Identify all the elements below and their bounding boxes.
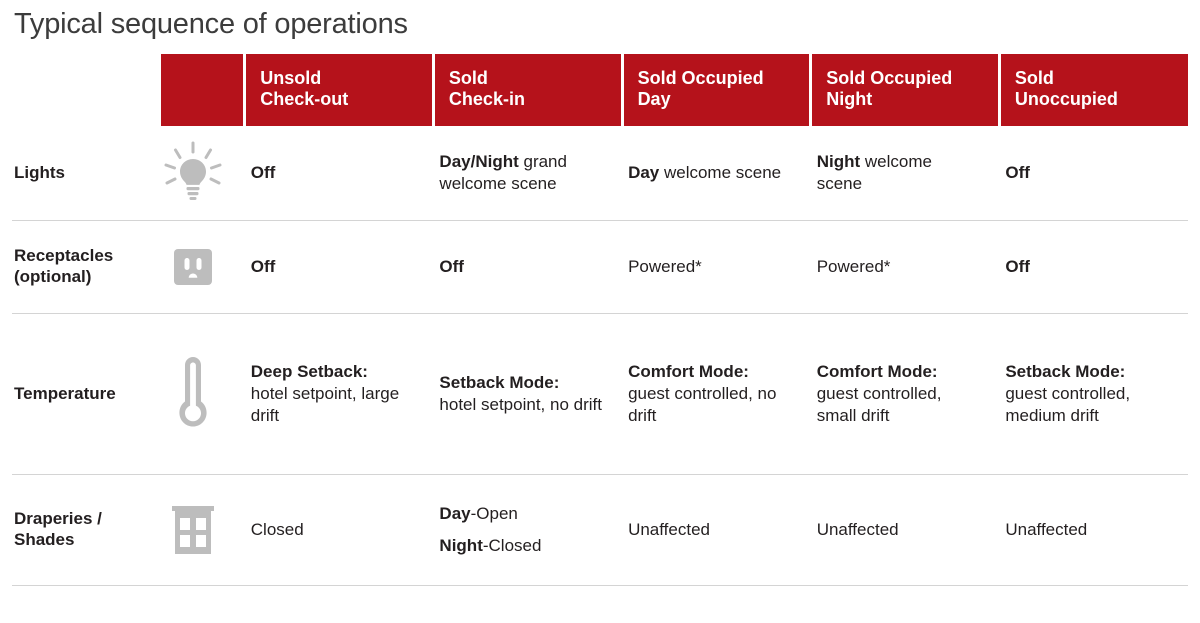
header-cell-sold-occupied-night <box>811 54 1000 126</box>
table-header-row <box>12 54 1188 126</box>
table-row <box>12 313 1188 474</box>
cell-bold: Comfort Mode: <box>628 362 749 382</box>
cell-bold: Off <box>439 256 464 276</box>
cell-rest: hotel setpoint, no drift <box>439 394 602 414</box>
cell-bold-2: Night <box>439 535 483 555</box>
header-line2: Unoccupied <box>1014 88 1118 109</box>
header-cell-sold-unoccupied <box>999 54 1188 126</box>
cell-receptacles-sold-occupied-day <box>622 220 811 313</box>
cell-bold: Day <box>439 504 471 524</box>
table-header <box>12 54 1188 126</box>
cell-lights-sold-occupied-night <box>811 126 1000 221</box>
cell-rest: welcome scene <box>816 152 932 193</box>
cell-draperies-sold-checkin <box>433 474 622 585</box>
row-label-line2: Shades <box>14 529 75 549</box>
row-icon-cell <box>161 313 245 474</box>
cell-draperies-unsold-checkout <box>245 474 434 585</box>
cell-line-1 <box>439 503 604 525</box>
header-line2: Check-in <box>448 88 525 109</box>
sequence-of-operations-table <box>12 54 1188 586</box>
cell-rest: guest controlled, small drift <box>816 383 942 425</box>
cell-rest: welcome scene <box>659 162 782 182</box>
cell-bold: Deep Setback: <box>250 362 368 382</box>
cell-lights-sold-unoccupied <box>999 126 1188 221</box>
header-cell-blank-red <box>161 54 245 126</box>
cell-line-spacer <box>439 525 604 535</box>
cell-receptacles-sold-unoccupied <box>999 220 1188 313</box>
row-label-line2: (optional) <box>14 266 92 286</box>
cell-bold: Day/Night <box>439 152 519 172</box>
row-icon-cell <box>161 220 245 313</box>
header-line1: Sold Occupied <box>637 68 764 88</box>
header-cell-unsold-checkout <box>245 54 434 126</box>
header-line2: Night <box>826 88 873 109</box>
cell-bold: Off <box>250 256 276 276</box>
cell-temperature-unsold-checkout <box>245 313 434 474</box>
cell-temperature-sold-unoccupied <box>999 313 1188 474</box>
header-cell-sold-checkin <box>433 54 622 126</box>
cell-bold: Off <box>1005 256 1030 276</box>
row-label-lights: Lights <box>12 126 161 221</box>
row-label-draperies-shades <box>12 474 161 585</box>
row-label-receptacles <box>12 220 161 313</box>
cell-receptacles-sold-checkin <box>433 220 622 313</box>
cell-receptacles-unsold-checkout <box>245 220 434 313</box>
row-label-temperature: Temperature <box>12 313 161 474</box>
cell-rest-2: -Closed <box>482 535 542 555</box>
row-icon-cell <box>161 474 245 585</box>
lightbulb-icon <box>161 141 225 205</box>
window-shades-icon <box>161 498 225 562</box>
cell-rest: Powered* <box>816 256 891 276</box>
cell-bold: Off <box>1005 162 1030 182</box>
cell-temperature-sold-occupied-day <box>622 313 811 474</box>
cell-lights-sold-occupied-day <box>622 126 811 221</box>
table-body <box>12 126 1188 586</box>
cell-rest: Unaffected <box>816 519 899 539</box>
header-corner-blank <box>12 54 161 126</box>
cell-temperature-sold-checkin <box>433 313 622 474</box>
header-line1: Unsold <box>260 68 322 88</box>
cell-rest: Closed <box>250 519 304 539</box>
row-label-line1: Draperies / <box>14 509 102 529</box>
table-row <box>12 126 1188 221</box>
cell-rest: -Open <box>470 504 518 524</box>
outlet-icon <box>161 235 225 299</box>
cell-line-2 <box>439 535 604 557</box>
cell-rest: grand welcome scene <box>439 152 567 193</box>
table-row <box>12 220 1188 313</box>
table-row <box>12 474 1188 585</box>
thermometer-icon <box>161 351 225 437</box>
header-line2: Check-out <box>260 88 349 109</box>
cell-bold: Off <box>250 162 276 182</box>
cell-draperies-sold-occupied-day <box>622 474 811 585</box>
cell-draperies-sold-unoccupied <box>999 474 1188 585</box>
cell-rest: guest controlled, no drift <box>628 383 777 425</box>
cell-rest: Unaffected <box>1005 519 1088 539</box>
header-line1: Sold Occupied <box>826 68 953 88</box>
cell-temperature-sold-occupied-night <box>811 313 1000 474</box>
header-cell-sold-occupied-day <box>622 54 811 126</box>
cell-draperies-sold-occupied-night <box>811 474 1000 585</box>
cell-bold: Day <box>628 162 660 182</box>
page-title: Typical sequence of operations <box>14 8 408 40</box>
cell-lights-sold-checkin <box>433 126 622 221</box>
cell-rest: Powered* <box>628 256 702 276</box>
cell-rest: hotel setpoint, large drift <box>250 383 400 425</box>
cell-receptacles-sold-occupied-night <box>811 220 1000 313</box>
row-label-line1: Receptacles <box>14 246 114 266</box>
cell-bold: Setback Mode: <box>1005 362 1126 382</box>
cell-bold: Night <box>816 152 861 172</box>
cell-rest: guest controlled, medium drift <box>1005 383 1131 425</box>
header-line2: Day <box>637 88 671 109</box>
row-icon-cell <box>161 126 245 221</box>
header-line1: Sold <box>1014 68 1054 88</box>
cell-lights-unsold-checkout <box>245 126 434 221</box>
cell-rest: Unaffected <box>628 519 710 539</box>
cell-bold: Comfort Mode: <box>816 362 938 382</box>
header-line1: Sold <box>448 68 488 88</box>
cell-bold: Setback Mode: <box>439 373 560 393</box>
